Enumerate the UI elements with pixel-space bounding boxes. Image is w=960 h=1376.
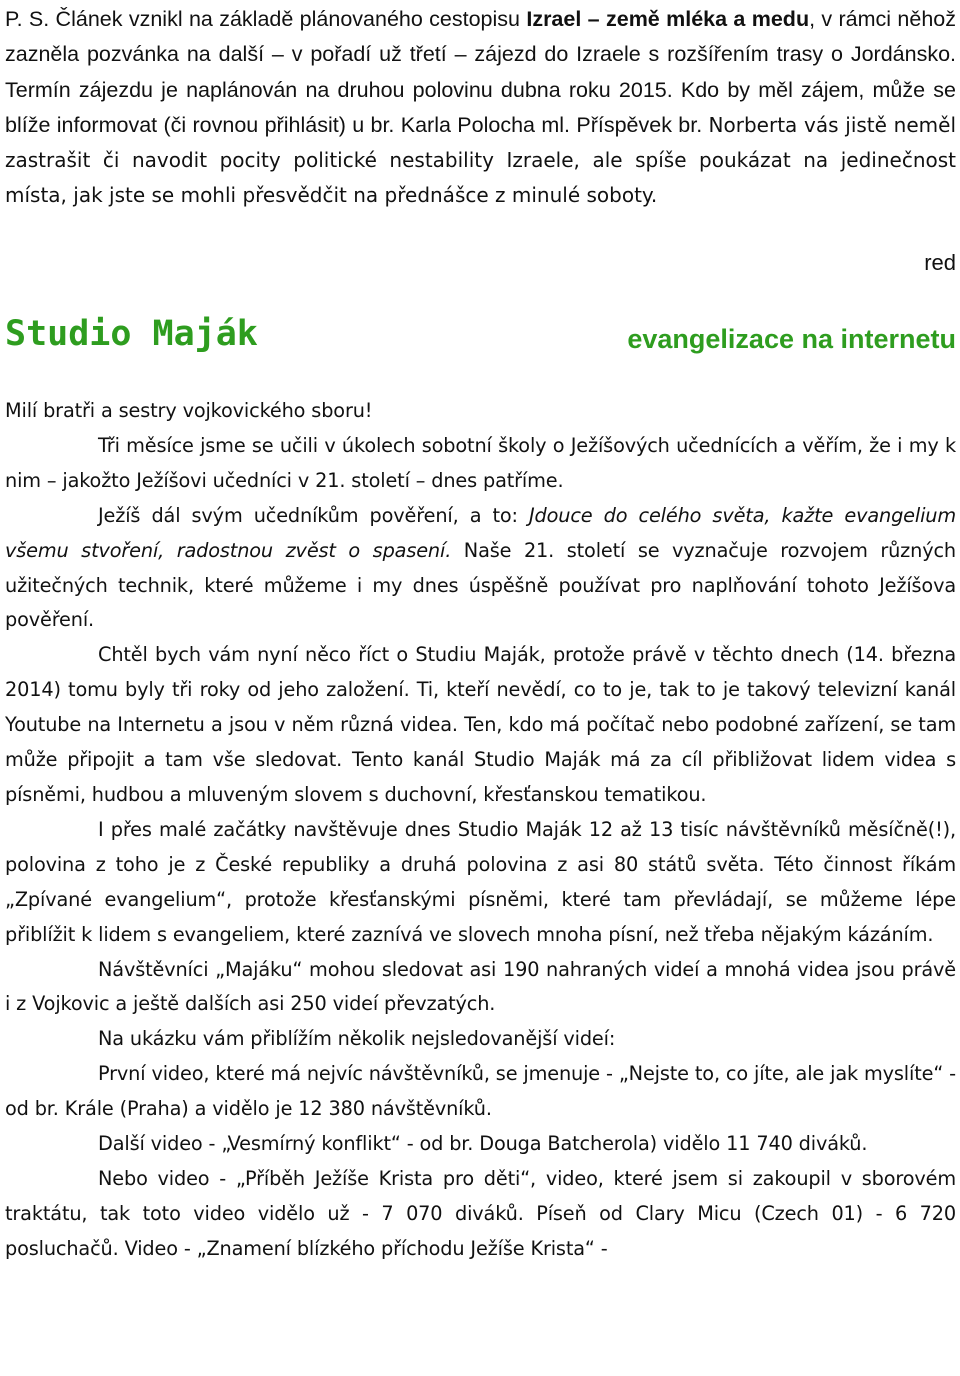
paragraph: Nebo video - „Příběh Ježíše Krista pro děti“, video, které jsem si zakoupil v sborovém traktátu, tak toto video vidělo už - 7 070 diváků. Píseň od Clary Micu (Czech 01) - 6 720 posluchačů. Video - „Znamení blízkého příchodu Ježíše Krista“ - bbox=[5, 1166, 956, 1260]
postscript-text-continued: Norberta vás jistě neměl zastrašit či navodit pocity politické nestability Izraele, ale spíše poukázat na jedinečnost místa, jak jste se mohli přesvědčit na přednášce z minulé soboty. bbox=[5, 112, 956, 208]
paragraph: Chtěl bych vám nyní něco říct o Studiu Maják, protože právě v těchto dnech (14. března 2014) tomu byly tři roky od jeho založení. Ti, kteří nevědí, co to je, tak to je takový televizní kanál Youtube na Internetu a jsou v něm různá videa. Ten, kdo má počítač nebo podobné zařízení, se tam může připojit a tam vše sledovat. Tento kanál Studio Maják má za cíl přibližovat lidem videa s písněmi, hudbou a mluveným slovem s duchovní, křesťanskou tematikou. bbox=[5, 643, 956, 806]
postscript-paragraph bbox=[5, 2, 956, 214]
postscript-block bbox=[5, 2, 956, 214]
paragraph-text: Naše 21. století se vyznačuje rozvojem různých užitečných technik, které můžeme i my dnes úspěšně používat pro naplňování tohoto Ježíšova pověření. bbox=[5, 538, 957, 632]
postscript-intro: P. S. Článek vznikl na základě plánovaného cestopisu bbox=[5, 7, 527, 31]
section-title: Studio Maják bbox=[5, 314, 258, 354]
paragraph: První video, které má nejvíc návštěvníků, se jmenuje - „Nejste to, co jíte, ale jak myslíte“ - od br. Krále (Praha) a vidělo je 12 380 návštěvníků. bbox=[5, 1062, 956, 1121]
paragraph: Tři měsíce jsme se učili v úkolech sobotní školy o Ježíšových učednících a věřím, že i my k nim – jakožto Ježíšovi učedníci v 21. století – dnes patříme. bbox=[5, 433, 956, 492]
editor-signature: red bbox=[924, 250, 956, 275]
greeting: Milí bratři a sestry vojkovického sboru! bbox=[5, 399, 373, 422]
section-subtitle: evangelizace na internetu bbox=[627, 324, 956, 354]
paragraph: I přes malé začátky navštěvuje dnes Studio Maják 12 až 13 tisíc návštěvníků měsíčně(!), polovina z toho je z České republiky a druhá polovina z asi 80 států světa. Této činnost říkám „Zpívané evangelium“, protože křesťanskými písněmi, které tam převládají, se můžeme lépe přiblížit k lidem s evangeliem, které zaznívá ve slovech mnoha písní, než třeba nějakým kázáním. bbox=[5, 817, 956, 946]
paragraph: Návštěvníci „Majáku“ mohou sledovat asi 190 nahraných videí a mnohá videa jsou právě i z Vojkovic a ještě dalších asi 250 videí převzatých. bbox=[5, 957, 956, 1016]
trip-title: Izrael – země mléka a medu bbox=[526, 7, 810, 31]
postscript-text: , v rámci něhož zazněla pozvánka na další – v pořadí už třetí – zájezd do Izraele s rozšířením trasy o Jordánsko. Termín zájezdu je naplánován na druhou polovinu dubna roku 2015. Kdo by měl zájem, může se blíže informovat (či rovnou přihlásit) u br. Karla Polocha ml. Příspěvek br. bbox=[5, 7, 956, 137]
paragraph-text: Ježíš dál svým učedníkům pověření, a to: bbox=[98, 503, 530, 527]
paragraph: Další video - „Vesmírný konflikt“ - od br. Douga Batcherola) vidělo 11 740 diváků. bbox=[98, 1132, 868, 1156]
paragraph bbox=[5, 499, 956, 639]
article-body bbox=[5, 394, 956, 1267]
paragraph: Na ukázku vám přiblížím několik nejsledovanější videí: bbox=[98, 1027, 616, 1051]
bible-quote: Jdouce do celého světa, kažte evangelium všemu stvoření, radostnou zvěst o spasení. bbox=[5, 503, 956, 562]
